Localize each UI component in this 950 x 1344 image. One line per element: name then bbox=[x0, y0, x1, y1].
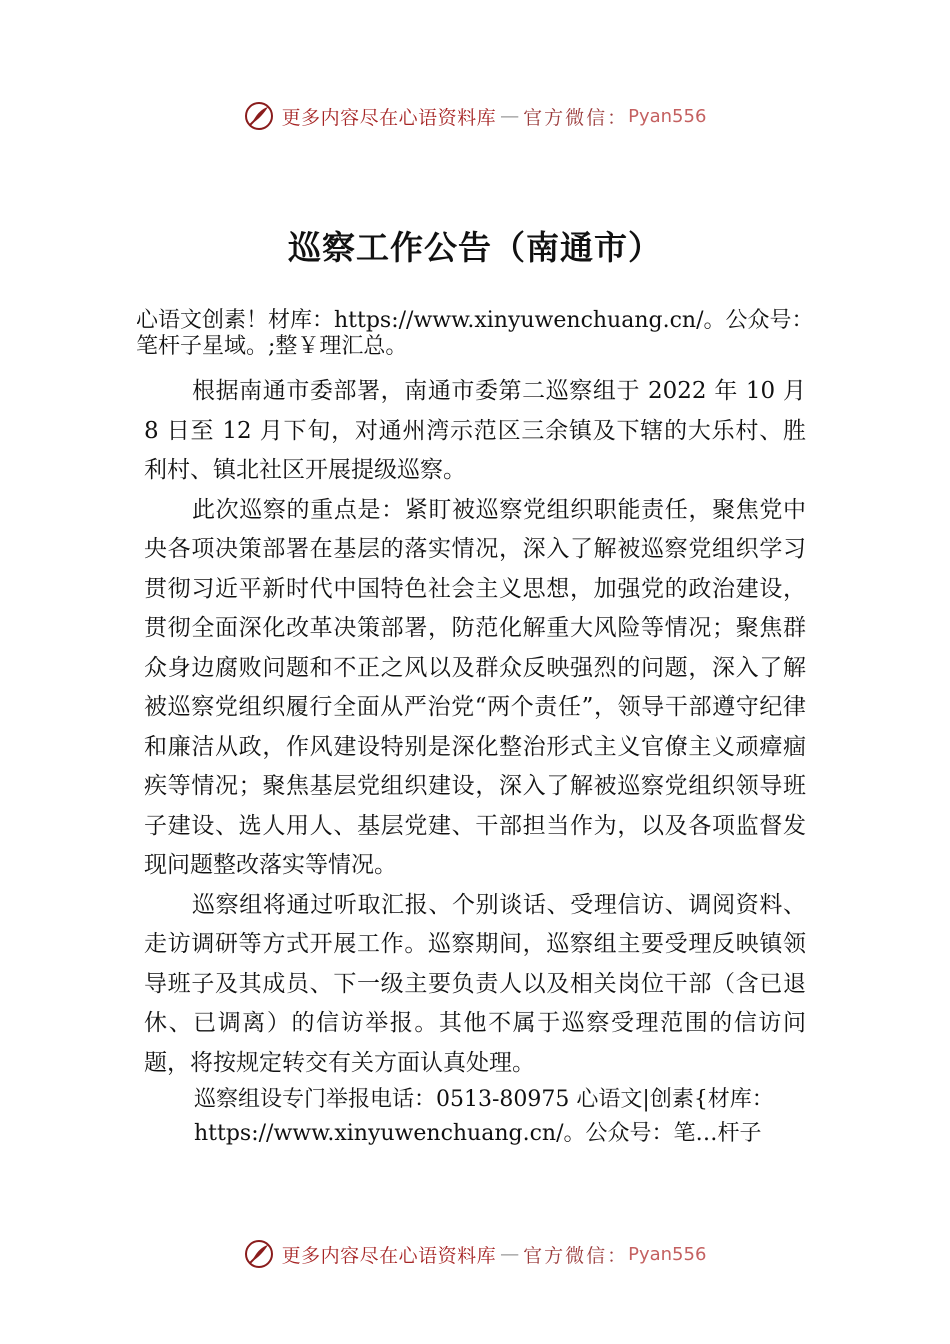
banner-separator: — bbox=[500, 105, 520, 127]
paragraph-2: 此次巡察的重点是：紧盯被巡察党组织职能责任，聚焦党中央各项决策部署在基层的落实情况，深入了解被巡察党组织学习贯彻习近平新时代中国特色社会主义思想，加强党的政治建设，贯彻全面深化改革决策部署，防范化解重大风险等情况；聚焦群众身边腐败问题和不正之风以及群众反映强烈的问题，深入了解被巡察党组织履行全面从严治党“两个责任”，领导干部遵守纪律和廉洁从政，作风建设特别是深化整治形式主义官僚主义顽瘴痼疾等情况；聚焦基层党组织建设，深入了解被巡察党组织领导班子建设、选人用人、基层党建、干部担当作为，以及各项监督发现问题整改落实等情况。 bbox=[144, 496, 806, 878]
paragraph-1: 根据南通市委部署，南通市委第二巡察组于 2022 年 10 月 8 日至 12 月下旬，对通州湾示范区三余镇及下辖的大乐村、胜利村、镇北社区开展提级巡察。 bbox=[144, 378, 806, 483]
source-note: 心语文创素！材库：https://www.xinyuwenchuang.cn/。公众号：笔杆子星域。;整￥理汇总。 bbox=[136, 308, 814, 359]
document-title: 巡察工作公告（南通市） bbox=[288, 228, 662, 267]
banner-separator: — bbox=[500, 1243, 520, 1265]
banner-brand: 更多内容尽在心语资料库 bbox=[281, 106, 497, 129]
banner-wechat-id: Pyan556 bbox=[628, 1243, 707, 1265]
footer-banner bbox=[0, 1234, 950, 1274]
tail-line-2: https://www.xinyuwenchuang.cn/。公众号：笔…杆子 bbox=[194, 1121, 762, 1146]
feather-logo-icon bbox=[244, 1239, 274, 1269]
banner-label: 官方微信： bbox=[523, 106, 629, 129]
document-body bbox=[136, 308, 826, 1151]
banner-label: 官方微信： bbox=[523, 1244, 629, 1267]
tail-line-1: 巡察组设专门举报电话：0513-80975 心语文|创素{材库： bbox=[194, 1087, 774, 1112]
banner-wechat-id: Pyan556 bbox=[628, 105, 707, 127]
feather-logo-icon bbox=[244, 101, 274, 131]
banner-brand: 更多内容尽在心语资料库 bbox=[281, 1244, 497, 1267]
paragraph-3: 巡察组将通过听取汇报、个别谈话、受理信访、调阅资料、走访调研等方式开展工作。巡察期间，巡察组主要受理反映镇领导班子及其成员、下一级主要负责人以及相关岗位干部（含已退休、已调离）的信访举报。其他不属于巡察受理范围的信访问题，将按规定转交有关方面认真处理。 bbox=[144, 891, 806, 1076]
header-banner bbox=[0, 96, 950, 136]
